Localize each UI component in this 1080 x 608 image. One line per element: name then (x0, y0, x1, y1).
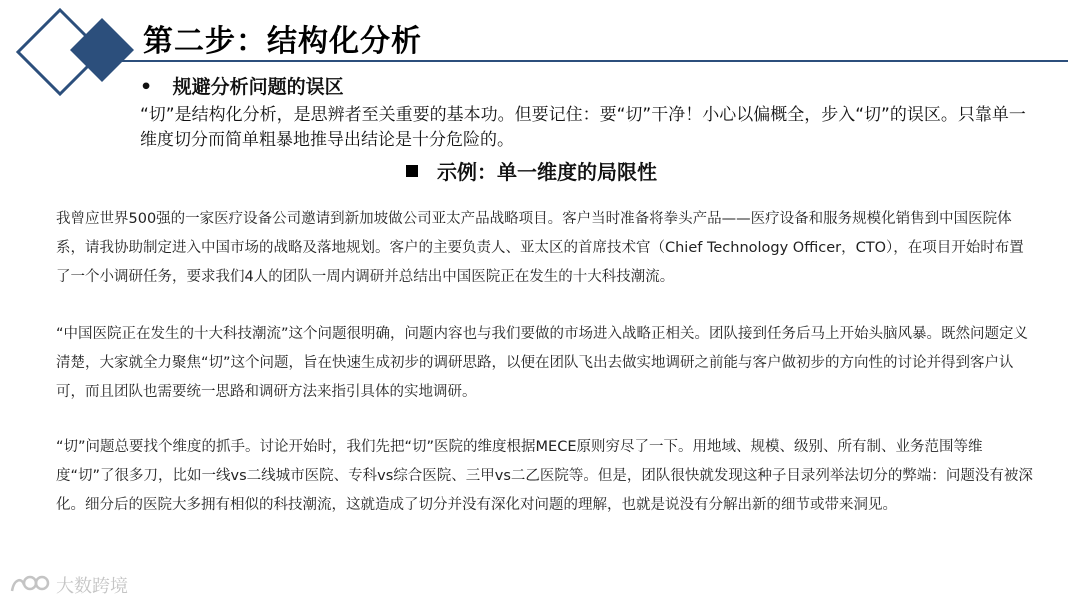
watermark-logo-icon (8, 571, 52, 599)
diamond-logo (14, 6, 140, 100)
square-bullet-icon (406, 165, 418, 177)
intro-text: “切”是结构化分析，是思辨者至关重要的基本功。但要记住：要“切”干净！小心以偏概全，步入“切”的误区。只靠单一维度切分而简单粗暴地推导出结论是十分危险的。 (140, 105, 1026, 150)
paragraph-2: “中国医院正在发生的十大科技潮流”这个问题很明确，问题内容也与我们要做的市场进入战略正相关。团队接到任务后马上开始头脑风暴。既然问题定义清楚，大家就全力聚焦“切”这个问题，旨在快速生成初步的调研思路，以便在团队飞出去做实地调研之前能与客户做初步的方向性的讨论并得到客户认可，而且团队也需要统一思路和调研方法来指引具体的实地调研。 (56, 326, 1029, 400)
watermark-text: 大数跨境 (56, 576, 128, 597)
watermark (8, 570, 128, 600)
page-title: 第二步：结构化分析 (143, 24, 422, 59)
example-heading: 示例：单一维度的局限性 (436, 160, 657, 184)
bullet-heading-row (140, 72, 344, 99)
bullet-heading: 规避分析问题的误区 (172, 76, 344, 98)
paragraph-3: “切”问题总要找个维度的抓手。讨论开始时，我们先把“切”医院的维度根据MECE原则穷尽了一下。用地域、规模、级别、所有制、业务范围等维度“切”了很多刀，比如一线vs二线城市医院、专科vs综合医院、三甲vs二乙医院等。但是，团队很快就发现这种子目录列举法切分的弊端：问题没有被深化。细分后的医院大多拥有相似的科技潮流，这就造成了切分并没有深化对问题的理解，也就是说没有分解出新的细节或带来洞见。 (56, 439, 1033, 513)
title-divider (118, 60, 1068, 62)
example-heading-row (406, 156, 657, 185)
bullet-dot: • (140, 76, 153, 98)
paragraph-1: 我曾应世界500强的一家医疗设备公司邀请到新加坡做公司亚太产品战略项目。客户当时准备将拳头产品——医疗设备和服务规模化销售到中国医院体系，请我协助制定进入中国市场的战略及落地规划。客户的主要负责人、亚太区的首席技术官（Chief Technology Officer，CTO），在项目开始时布置了一个小调研任务，要求我们4人的团队一周内调研并总结出中国医院正在发生的十大科技潮流。 (56, 211, 1024, 285)
